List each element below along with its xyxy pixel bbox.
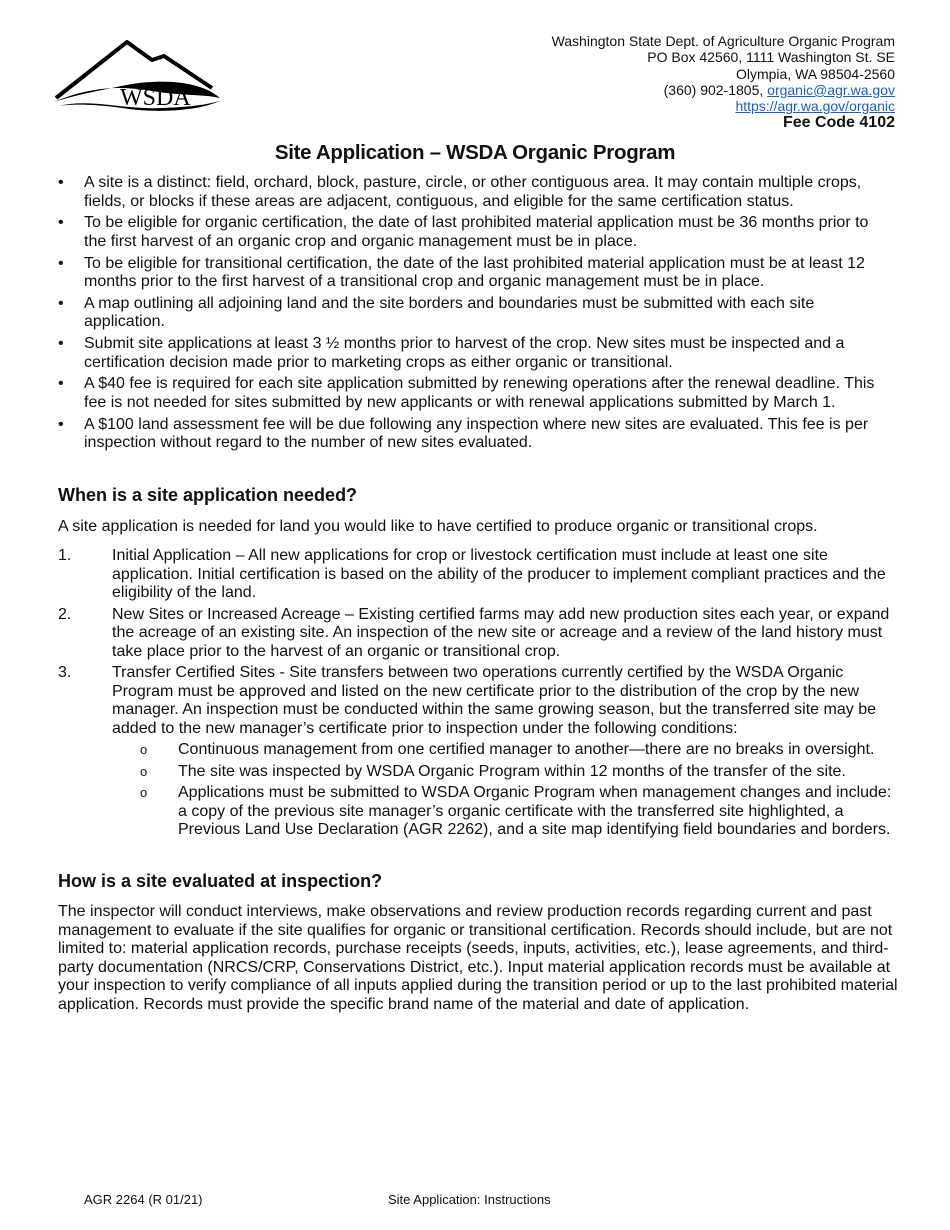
fee-code: Fee Code 4102 [782,114,895,132]
list-item: 3. Transfer Certified Sites - Site transfers between two operations currently certified by the WSDA Organic Program must be approved and listed on the new certificate prior to the distribution of the crop by the new manager. An inspection must be conducted within the same growing season, but the transferred site may be added to the new manager’s certificate prior to inspection under the following conditions: o Continuous management from one certified manager to another—there are no breaks in oversight. o The site was inspected by WSDA Organic Program within 12 months of the transfer of the site. o Applications must be submitted to WSDA Organic Program when management changes and include: a copy of the previous site manager’s organic certificate with the transferred site highlighted, a Previous Land Use Declaration (AGR 2262), and a site map identifying field boundaries and borders. [58,664,898,840]
list-item: o Applications must be submitted to WSDA Organic Program when management changes and include: a copy of the previous site manager’s organic certificate with the transferred site highlighted, a Previous Land Use Declaration (AGR 2262), and a site map identifying field boundaries and borders. [140,784,892,838]
list-item: • To be eligible for transitional certification, the date of the last prohibited material application must be at least 12 months prior to the first harvest of a transitional crop and organic management must be in place. [58,254,865,291]
address-line: PO Box 42560, 1111 Washington St. SE [647,49,895,66]
requirements-list [58,174,895,456]
numbered-list [58,547,898,843]
circle-bullet-icon: o [140,785,148,800]
list-item: • A $40 fee is required for each site application submitted by renewing operations after the renewal deadline. This fee is not needed for sites submitted by new applicants or with renewal applications submitted by March 1. [58,375,875,411]
list-item: • Submit site applications at least 3 ½ months prior to harvest of the crop. New sites must be inspected and a certification decision made prior to marketing crops as either organic or transitional. [58,335,845,371]
website-link[interactable]: https://agr.wa.gov/organic [735,98,895,115]
bullet-icon: • [58,335,64,353]
bullet-icon: • [58,375,64,393]
section-heading: When is a site application needed? [58,485,358,505]
bullet-icon: • [58,415,64,433]
list-item: o The site was inspected by WSDA Organic Program within 12 months of the transfer of the site. [140,762,846,780]
bullet-icon: • [58,254,64,272]
list-item: • A site is a distinct: field, orchard, block, pasture, circle, or other contiguous area. It may contain multiple crops, fields, or blocks if these areas are adjacent, contiguous, and eligible for the same certification status. [58,174,862,210]
wsda-logo [52,36,224,112]
list-item: • A $100 land assessment fee will be due following any inspection where new sites are evaluated. This fee is per inspection without regard to the number of new sites evaluated. [58,415,869,452]
email-link[interactable]: organic@agr.wa.gov [767,81,895,98]
footer-page-label: Site Application: Instructions [388,1192,551,1207]
list-item: o Continuous management from one certified manager to another—there are no breaks in oversight. [140,741,875,758]
list-item: 2. New Sites or Increased Acreage – Existing certified farms may add new production sites each year, or expand the acreage of an existing site. An inspection of the new site or acreage and a review of the land history must take place prior to the harvest of an organic or transitional crop. [58,605,890,660]
address-line: Olympia, WA 98504-2560 [735,65,895,82]
circle-bullet-icon: o [140,742,148,757]
section-intro: A site application is needed for land you would like to have certified to produce organic or transitional crops. [58,518,818,535]
list-item: • To be eligible for organic certification, the date of last prohibited material application must be 36 months prior to the first harvest of an organic crop and organic management must be in place. [58,214,869,250]
address-block [552,33,895,132]
list-item: • A map outlining all adjoining land and the site borders and boundaries must be submitted with each site application. [58,294,815,331]
section-text: The inspector will conduct interviews, make observations and review production records regarding current and past management to evaluate if the site qualifies for organic or transitional certification. Records should include, but are not limited to: material application records, purchase receipts (seeds, inputs, activities, etc.), lease agreements, and third-party documentation (NRCS/CRP, Conservations District, etc.). Input material application records must be available at your inspection to verify compliance of all inputs applied during the transition period or up to the last prohibited material application. Records must provide the specific brand name of the material and date of application. [58,903,898,1013]
bullet-icon: • [58,174,64,191]
phone: (360) 902-1805, [663,81,768,98]
list-item: 1. Initial Application – All new applications for crop or livestock certification must include at least one site application. Initial certification is based on the ability of the producer to implement compliant practices and the eligibility of the land. [58,547,886,601]
section-heading: How is a site evaluated at inspection? [58,871,383,891]
page-title: Site Application – WSDA Organic Program [274,141,676,164]
address-line: Washington State Dept. of Agriculture Organic Program [551,33,895,49]
circle-bullet-icon: o [140,763,148,779]
bullet-icon: • [58,294,64,312]
bullet-icon: • [58,214,64,232]
svg-text:WSDA: WSDA [120,85,191,111]
form-id: AGR 2264 (R 01/21) [84,1192,203,1207]
conditions-list [112,741,898,840]
